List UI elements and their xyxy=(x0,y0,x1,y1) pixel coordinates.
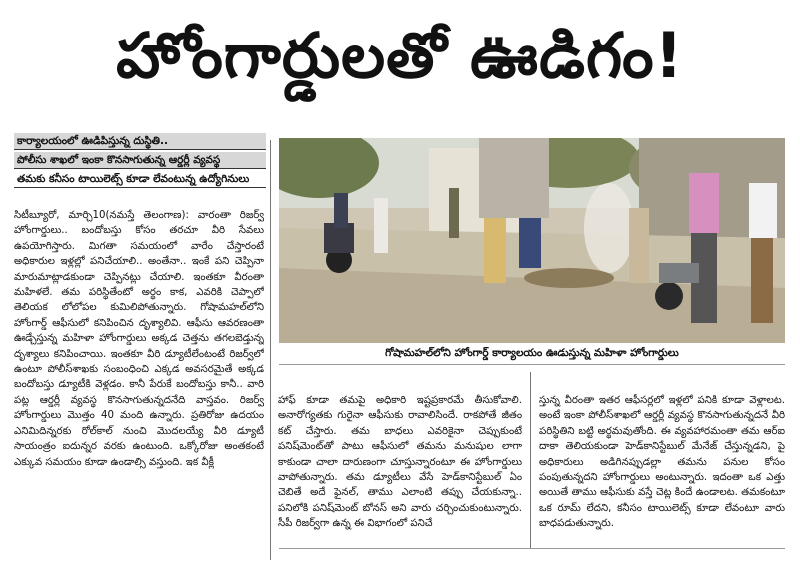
article-column-1 xyxy=(14,208,264,560)
photo-caption: గోషామహల్‌లోని హోంగార్డ్ కార్యాలయం ఊడుస్తున్న మహిళా హోంగార్డులు xyxy=(279,344,785,365)
news-photo xyxy=(279,138,785,343)
bottom-rule xyxy=(279,548,785,549)
subheadline-1: కార్యాలయంలో ఊడిపిస్తున్న దుస్థితి.. xyxy=(14,133,266,150)
article-column-3 xyxy=(539,393,785,555)
headline: హోంగార్డులతో ఊడిగం! xyxy=(116,18,684,92)
subheadlines xyxy=(14,133,266,190)
column-1-text: సిటీబ్యూరో, మార్చి10(నమస్తే తెలంగాణ): వారంతా రిజర్వ్ హోంగార్డులు.. బందోబస్తు కోసం తరచూ వీరి సేవలు ఉపయోగిస్తారు. మిగతా సమయంలో వారేం చేస్తారంటే అధికారుల ఇళ్లల్లో పనిచేయాలి.. అంతేనా.. ఇంకే పని చెప్పినా మారుమాట్లాడకుండా చెప్పినట్లు చేయాలి. ఇంతకూ వీరంతా మహిళలే. తమ పరిస్థితేంటో అర్థం కాక, ఎవరికి చెప్పాలో తెలియక లోలోపల కుమిలిపోతున్నారు. గోషామహల్‌లోని హోంగార్డ్ ఆఫీసులో కనిపించిన దృశ్యాలివి. ఆఫీసు ఆవరణంతా ఊడ్చేస్తున్న మహిళా హోంగార్డులు అక్కడ చెత్తను తగలబెడ్తున్న దృశ్యాలు కనిపించాయి. ఇంతకూ వీరి డ్యూటీలేంటంటే రిజర్వ్‌లో ఉంటూ పోలీస్‌శాఖకు సంబంధించి ఎక్కడ అవసరమైతే అక్కడ బందోబస్తు డ్యూటీకి వెళ్లడం. కానీ పేరుకే బందోబస్తు కానీ.. వారి పట్ల ఆర్డర్లీ వ్యవస్థ కొనసాగుతున్నదనేది వాస్తవం. రిజర్వ్ హోంగార్డులు మొత్తం 40 మంది ఉన్నారు. ప్రతిరోజు ఉదయం ఎనిమిదిన్నరకు రోల్‌కాల్ నుంచి మొదలయ్యే వీరి డ్యూటీ సాయంత్రం ఐదున్నర వరకు ఉంటుంది. ఒక్కోరోజు అంతకంటే ఎక్కువ సమయం కూడా ఉండాల్సి వస్తుంది. ఇక వీక్లీ xyxy=(14,210,264,468)
column-divider xyxy=(530,372,531,548)
subheadline-2: పోలీసు శాఖలో ఇంకా కొనసాగుతున్న ఆర్డర్లీ వ్యవస్థ xyxy=(14,152,266,169)
column-divider xyxy=(270,140,271,560)
subheadline-3: తమకు కనీసం టాయిలెట్స్ కూడా లేవంటున్న ఉద్యోగినులు xyxy=(14,171,266,188)
article-column-2 xyxy=(278,393,522,555)
column-3-text: స్తున్న వీరంతా ఇతర ఆఫీసర్లలో ఇళ్లలో పనికి కూడా వెళ్లాలట. అంటే ఇంకా పోలీస్‌శాఖలో ఆర్డర్లీ వ్యవస్థ కొనసాగుతున్నదనే వీరి పరిస్థితిని బట్టి అర్థమవుతోంది. ఈ వ్యవహారమంతా తమ ఆర్‌ఐ దాకా తెలియకుండా హెడ్‌కానిస్టేబుల్ మేనేజ్ చేస్తున్నడని, పై అధికారులు అడిగినప్పుడల్లా తమను పనుల కోసం పంపుతున్నదని హోంగార్డులు అంటున్నారు. ఇదంతా ఒక ఎత్తు అయితే తాము ఆఫీసుకు వస్తే చెట్ల కిందే ఉండాలట. తమకంటూ ఒక రూమ్ లేదని, కనీసం టాయిలెట్స్ కూడా లేవంటూ వారు బాధపడుతున్నారు. xyxy=(539,395,785,530)
column-2-text: హాఫ్ కూడా తమపై అధికారి ఇష్టప్రకారమే తీసుకోవాలి. అనారోగ్యతకు గురైనా ఆఫీసుకు రావాలిసిందే. రాకపోతే జీతం కట్ చేస్తారు. తమ బాధలు ఎవరికైనా చెప్పుకుంటే పనిష్‌మెంట్‌తో పాటు ఆఫీసులో తమను మనుషుల లాగా కాకుండా చాలా దారుణంగా చూస్తున్నారంటూ ఈ హోంగార్డులు వాపోతున్నారు. తమ డ్యూటీలు వేసే హెడ్‌కానిస్టేబుల్ ఏం చెబితే అదే ఫైనల్, తాము ఎలాంటి తప్పు చేయకున్నా.. పనిలోకి పనిష్‌మెంట్ బోనస్ అని వారు చర్చించుకుంటున్నారు. సీపీ రిజర్వ్‌గా ఉన్న ఈ విభాగంలో పనిచే xyxy=(278,395,522,530)
